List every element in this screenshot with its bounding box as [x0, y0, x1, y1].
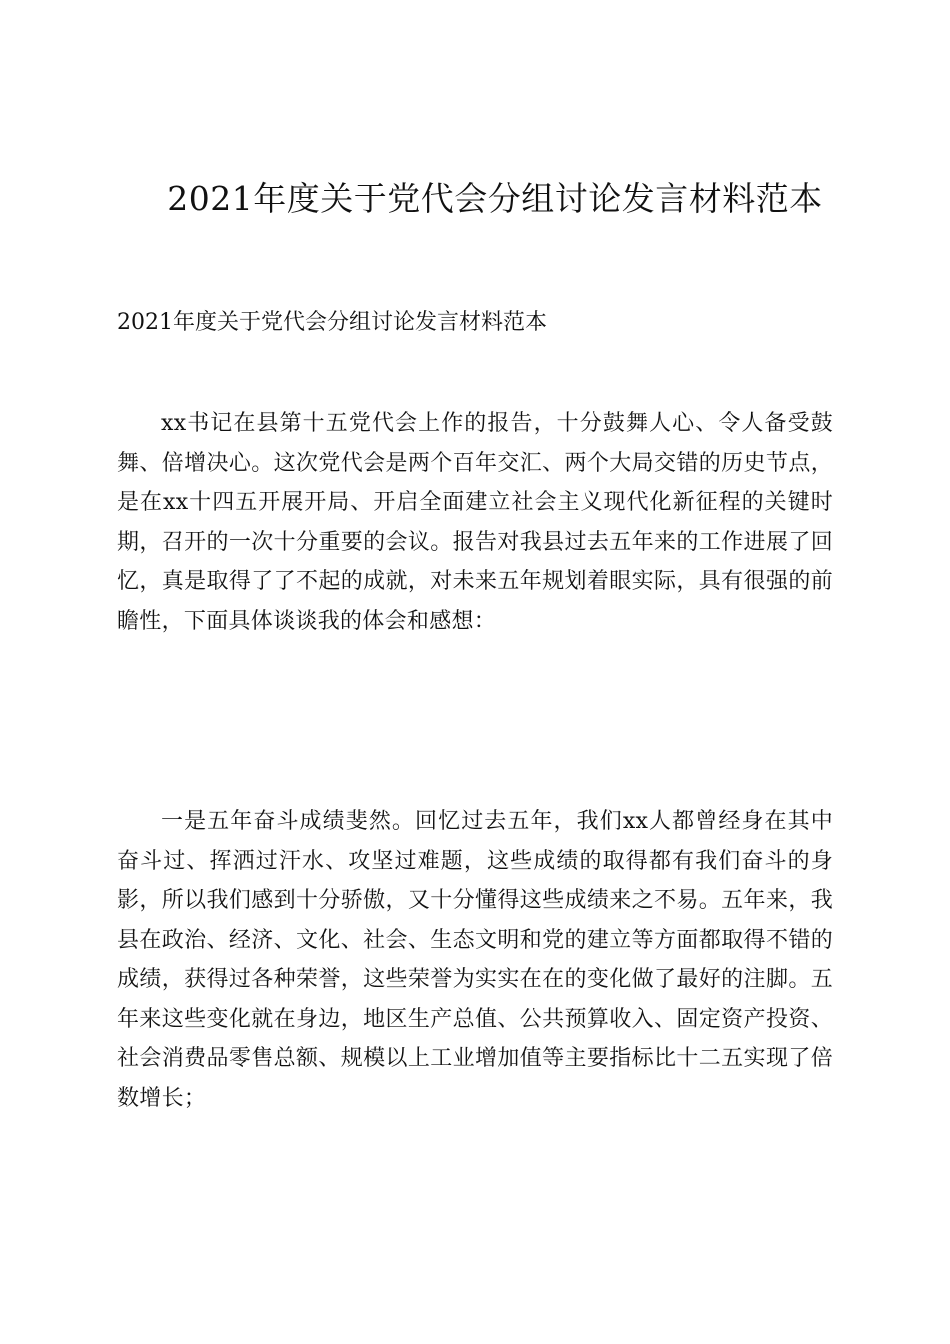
document-title: 2021年度关于党代会分组讨论发言材料范本 [167, 179, 823, 218]
paragraph-intro: xx书记在县第十五党代会上作的报告，十分鼓舞人心、令人备受鼓舞、倍增决心。这次党代会是两个百年交汇、两个大局交错的历史节点，是在xx十四五开展开局、开启全面建立社会主义现代化新征程的关键时期，召开的一次十分重要的会议。报告对我县过去五年来的工作进展了回忆，真是取得了了不起的成就，对未来五年规划着眼实际，具有很强的前瞻性，下面具体谈谈我的体会和感想： [117, 411, 833, 634]
paragraph-achievements: 一是五年奋斗成绩斐然。回忆过去五年，我们xx人都曾经身在其中奋斗过、挥洒过汗水、攻坚过难题，这些成绩的取得都有我们奋斗的身影，所以我们感到十分骄傲，又十分懂得这些成绩来之不易。五年来，我县在政治、经济、文化、社会、生态文明和党的建立等方面都取得不错的成绩，获得过各种荣誉，这些荣誉为实实在在的变化做了最好的注脚。五年来这些变化就在身边，地区生产总值、公共预算收入、固定资产投资、社会消费品零售总额、规模以上工业增加值等主要指标比十二五实现了倍数增长； [117, 809, 833, 1111]
document-subtitle: 2021年度关于党代会分组讨论发言材料范本 [117, 310, 547, 335]
